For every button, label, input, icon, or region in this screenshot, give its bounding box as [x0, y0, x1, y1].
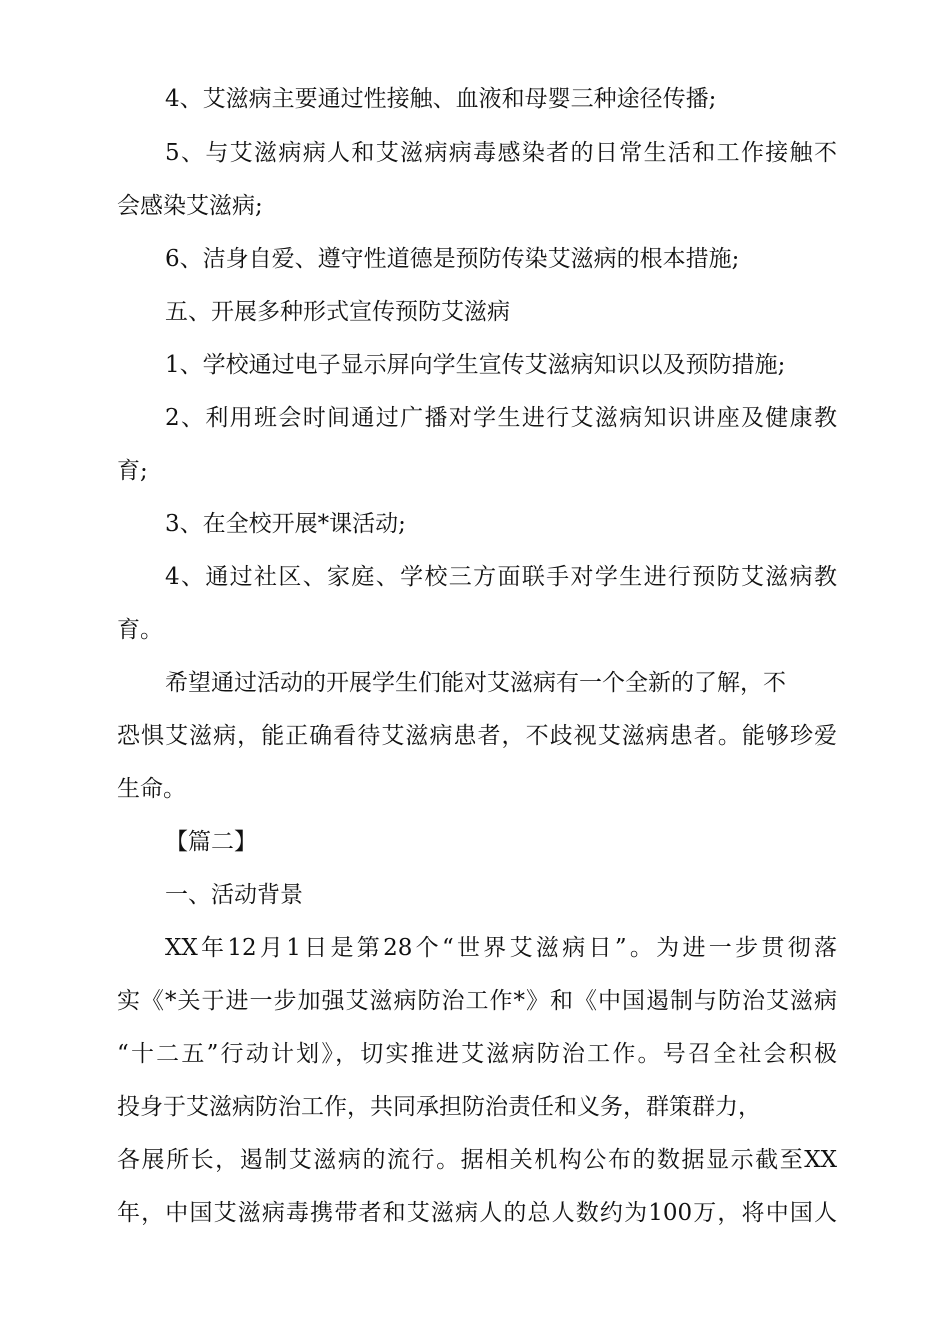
text-line: 恐惧艾滋病，能正确看待艾滋病患者，不歧视艾滋病患者。能够珍爱 — [117, 723, 837, 749]
text-line: 投身于艾滋病防治工作，共同承担防治责任和义务，群策群力， — [117, 1094, 761, 1120]
text-line: “十二五”行动计划》，切实推进艾滋病防治工作。号召全社会积极 — [117, 1041, 837, 1067]
text-line: 育; — [117, 458, 148, 484]
text-line: 4、通过社区、家庭、学校三方面联手对学生进行预防艾滋病教 — [165, 564, 837, 590]
text-line: 希望通过活动的开展学生们能对艾滋病有一个全新的了解，不 — [165, 670, 786, 696]
text-line: 5、与艾滋病病人和艾滋病病毒感染者的日常生活和工作接触不 — [165, 140, 837, 166]
text-line: 1、学校通过电子显示屏向学生宣传艾滋病知识以及预防措施; — [165, 352, 786, 378]
text-line: 6、洁身自爱、遵守性道德是预防传染艾滋病的根本措施; — [165, 246, 740, 272]
section-heading: 五、开展多种形式宣传预防艾滋病 — [165, 299, 510, 325]
text-line: 会感染艾滋病; — [117, 193, 263, 219]
text-line: 生命。 — [117, 776, 186, 802]
text-line: 年，中国艾滋病毒携带者和艾滋病人的总人数约为100万，将中国人 — [117, 1200, 837, 1226]
part-heading: 【篇二】 — [165, 829, 257, 855]
text-line: 育。 — [117, 617, 163, 643]
text-line: 2、利用班会时间通过广播对学生进行艾滋病知识讲座及健康教 — [165, 405, 837, 431]
text-line: 实《*关于进一步加强艾滋病防治工作*》和《中国遏制与防治艾滋病 — [117, 988, 837, 1014]
text-line: 4、艾滋病主要通过性接触、血液和母婴三种途径传播; — [165, 86, 717, 112]
section-heading: 一、活动背景 — [165, 882, 303, 908]
text-line: 3、在全校开展*课活动; — [165, 511, 406, 537]
text-line: 各展所长，遏制艾滋病的流行。据相关机构公布的数据显示截至XX — [117, 1147, 837, 1173]
text-line: XX年12月1日是第28个“世界艾滋病日”。为进一步贯彻落 — [165, 935, 837, 961]
